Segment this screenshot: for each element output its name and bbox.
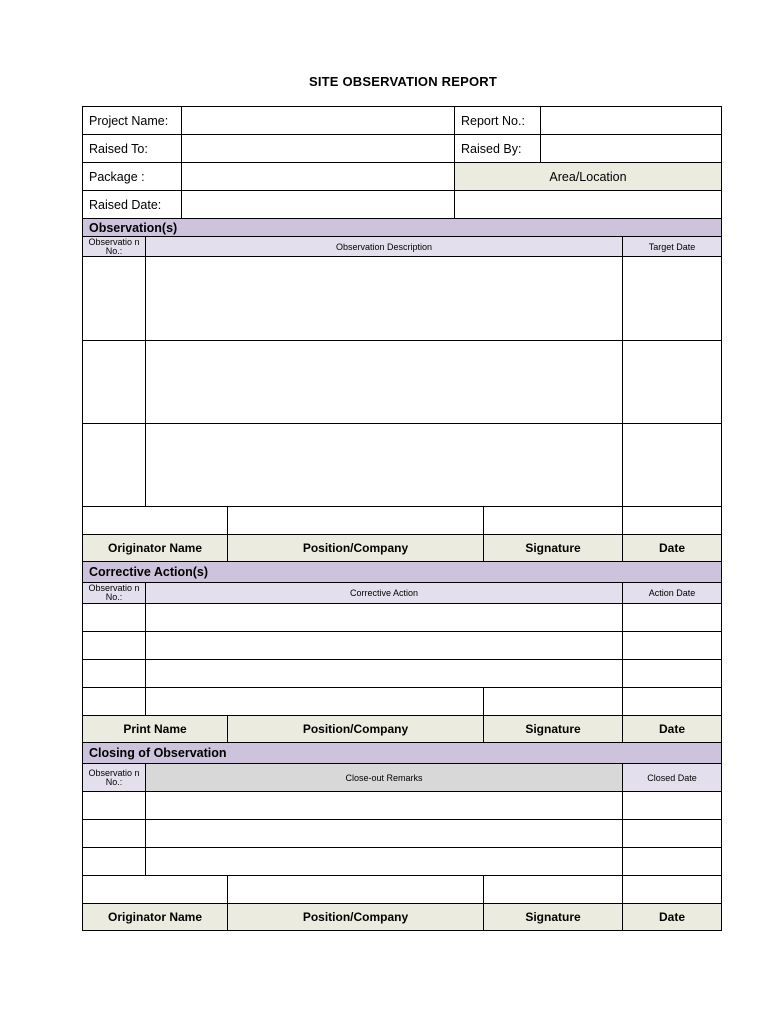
observation-row-1-desc[interactable] <box>146 257 623 341</box>
closing-signature-label: Signature <box>484 904 623 930</box>
raised-by-input[interactable] <box>541 135 721 162</box>
closing-col-no: Observatio n No.: <box>83 764 146 792</box>
closing-signature-field[interactable] <box>484 876 623 904</box>
report-no-input[interactable] <box>541 107 721 134</box>
closing-row-3-date[interactable] <box>623 848 721 876</box>
corrective-sign-signature-field[interactable] <box>484 688 623 716</box>
project-name-label: Project Name: <box>83 107 182 135</box>
closing-row-2-date[interactable] <box>623 820 721 848</box>
project-name-field[interactable] <box>182 107 455 135</box>
observation-row-2-no[interactable] <box>83 341 146 424</box>
observation-row-3-no[interactable] <box>83 424 146 507</box>
report-no-field[interactable] <box>541 107 721 135</box>
corrective-sign-name-field[interactable] <box>83 688 146 716</box>
observation-form <box>82 106 722 931</box>
closing-row-3-remarks[interactable] <box>146 848 623 876</box>
corrective-row-1-action[interactable] <box>146 604 623 632</box>
raised-date-field[interactable] <box>182 191 455 219</box>
observation-row-1-no[interactable] <box>83 257 146 341</box>
raised-to-field[interactable] <box>182 135 455 163</box>
closing-position-field[interactable] <box>228 876 484 904</box>
observation-row-3-date[interactable] <box>623 424 721 507</box>
corrective-row-2-date[interactable] <box>623 632 721 660</box>
closing-row-1-no[interactable] <box>83 792 146 820</box>
closing-row-2-remarks[interactable] <box>146 820 623 848</box>
observations-position-field[interactable] <box>228 507 484 535</box>
observation-row-1-date[interactable] <box>623 257 721 341</box>
closing-originator-label: Originator Name <box>83 904 228 930</box>
corrective-row-3-action[interactable] <box>146 660 623 688</box>
area-location-input[interactable] <box>455 191 721 218</box>
package-input[interactable] <box>182 163 454 190</box>
closing-col-remarks: Close-out Remarks <box>146 764 623 792</box>
corrective-row-1-no[interactable] <box>83 604 146 632</box>
corrective-col-no: Observatio n No.: <box>83 583 146 604</box>
closing-date-field[interactable] <box>623 876 721 904</box>
raised-date-input[interactable] <box>182 191 454 218</box>
package-field[interactable] <box>182 163 455 191</box>
closing-originator-field[interactable] <box>83 876 228 904</box>
corrective-row-2-no[interactable] <box>83 632 146 660</box>
closing-row-1-remarks[interactable] <box>146 792 623 820</box>
observation-row-2-date[interactable] <box>623 341 721 424</box>
closing-row-2-no[interactable] <box>83 820 146 848</box>
package-label: Package : <box>83 163 182 191</box>
observations-originator-field[interactable] <box>83 507 228 535</box>
corrective-row-3-date[interactable] <box>623 660 721 688</box>
corrective-row-1-date[interactable] <box>623 604 721 632</box>
observations-col-no: Observatio n No.: <box>83 237 146 257</box>
closing-row-3-no[interactable] <box>83 848 146 876</box>
corrective-position-label: Position/Company <box>228 716 484 743</box>
observations-date-label: Date <box>623 535 721 562</box>
area-location-label: Area/Location <box>455 163 721 191</box>
observations-col-date: Target Date <box>623 237 721 257</box>
observations-originator-label: Originator Name <box>83 535 228 562</box>
closing-row-1-date[interactable] <box>623 792 721 820</box>
observations-signature-label: Signature <box>484 535 623 562</box>
corrective-signature-label: Signature <box>484 716 623 743</box>
corrective-row-3-no[interactable] <box>83 660 146 688</box>
page-title: SITE OBSERVATION REPORT <box>308 74 498 89</box>
corrective-col-date: Action Date <box>623 583 721 604</box>
observation-row-3-desc[interactable] <box>146 424 623 507</box>
corrective-date-label: Date <box>623 716 721 743</box>
area-location-field[interactable] <box>455 191 721 219</box>
corrective-section-title: Corrective Action(s) <box>83 562 721 583</box>
closing-section-title: Closing of Observation <box>83 743 721 764</box>
closing-position-label: Position/Company <box>228 904 484 930</box>
corrective-col-desc: Corrective Action <box>146 583 623 604</box>
corrective-sign-date-field[interactable] <box>623 688 721 716</box>
observations-col-desc: Observation Description <box>146 237 623 257</box>
closing-col-date: Closed Date <box>623 764 721 792</box>
corrective-print-name-label: Print Name <box>83 716 228 743</box>
closing-date-label: Date <box>623 904 721 930</box>
raised-to-label: Raised To: <box>83 135 182 163</box>
observations-date-field[interactable] <box>623 507 721 535</box>
observations-position-label: Position/Company <box>228 535 484 562</box>
raised-by-field[interactable] <box>541 135 721 163</box>
corrective-row-2-action[interactable] <box>146 632 623 660</box>
observations-signature-field[interactable] <box>484 507 623 535</box>
raised-date-label: Raised Date: <box>83 191 182 219</box>
observations-section-title: Observation(s) <box>83 219 721 237</box>
raised-by-label: Raised By: <box>455 135 541 163</box>
project-name-input[interactable] <box>182 107 454 134</box>
raised-to-input[interactable] <box>182 135 454 162</box>
corrective-sign-position-field[interactable] <box>146 688 484 716</box>
report-no-label: Report No.: <box>455 107 541 135</box>
observation-row-2-desc[interactable] <box>146 341 623 424</box>
